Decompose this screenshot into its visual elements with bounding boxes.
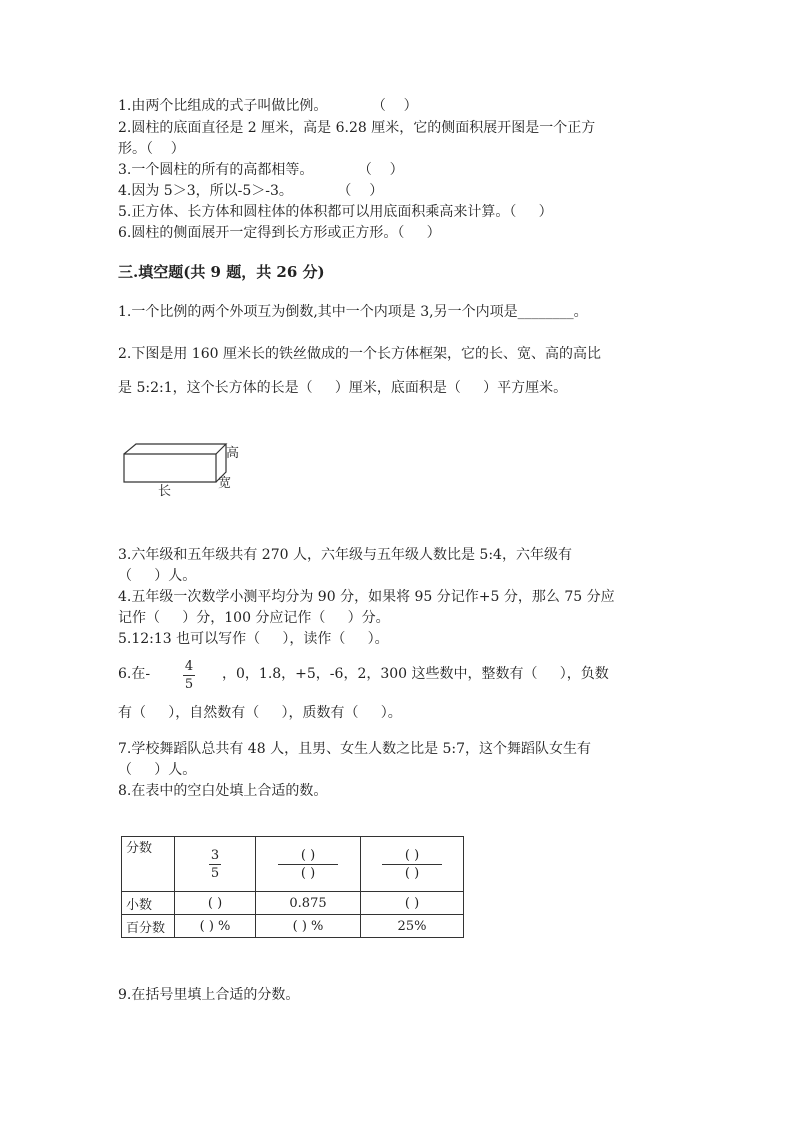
blank-denominator: ( ) [300,865,316,881]
cell-percent-3: 25% [361,915,464,938]
blank-numerator: ( ) [404,847,420,863]
fill-q6-fraction [183,658,195,693]
fill-q2-line2: 是 5:2:1，这个长方体的长是（ ）厘米，底面积是（ ）平方厘米。 [118,380,568,396]
judge-q2-line1: 2.圆柱的底面直径是 2 厘米，高是 6.28 厘米，它的侧面积展开图是一个正方 [118,120,596,136]
judge-q4: 4.因为 5＞3，所以-5＞-3。 （ ） [118,183,384,199]
fill-q8: 8.在表中的空白处填上合适的数。 [118,783,328,799]
section-title: 三.填空题(共 9 题，共 26 分) [118,263,325,281]
figure-label-wide: 宽 [218,476,232,491]
fill-q7-line1: 7.学校舞蹈队总共有 48 人，且男、女生人数之比是 5:7，这个舞蹈队女生有 [118,741,592,757]
fraction-denominator: 5 [184,677,194,692]
cell-decimal-2: 0.875 [256,892,361,915]
fraction-numerator: 3 [210,847,220,863]
judge-q1: 1.由两个比组成的式子叫做比例。 （ ） [118,98,418,114]
fraction-bar [183,675,195,676]
cell-decimal-3[interactable]: ( ) [361,892,464,915]
fraction-denominator: 5 [210,865,220,881]
row-label-percent: 百分数 [122,915,175,938]
figure-label-high: 高 [226,446,240,461]
fill-q6-prefix: 6.在- [118,666,151,682]
blank-denominator: ( ) [404,865,420,881]
judge-q6: 6.圆柱的侧面展开一定得到长方形或正方形。（ ） [118,225,441,241]
fraction-bar [209,864,221,865]
cuboid-figure [118,434,248,502]
fill-q9: 9.在括号里填上合适的分数。 [118,987,300,1003]
fill-q6-line2: 有（ ），自然数有（ ），质数有（ ）。 [118,705,402,721]
row-label-decimal: 小数 [122,892,175,915]
conversion-table [121,836,464,938]
table-row [122,837,464,892]
cell-fraction-2[interactable] [256,837,361,892]
fraction-bar [382,864,442,865]
fill-q6-rest: ，0，1.8，+5，-6，2，300 这些数中，整数有（ ），负数 [222,666,609,682]
cell-percent-1[interactable]: ( ) % [175,915,256,938]
cell-percent-2[interactable]: ( ) % [256,915,361,938]
blank-numerator: ( ) [300,847,316,863]
fill-q5: 5.12:13 也可以写作（ ），读作（ ）。 [118,631,389,647]
judge-q5: 5.正方体、长方体和圆柱体的体积都可以用底面积乘高来计算。（ ） [118,204,553,220]
cell-fraction-3[interactable] [361,837,464,892]
judge-q3: 3.一个圆柱的所有的高都相等。 （ ） [118,162,404,178]
fill-q4-line2: 记作（ ）分，100 分应记作（ ）分。 [118,610,390,626]
table-row [122,915,464,938]
fill-q3-line1: 3.六年级和五年级共有 270 人，六年级与五年级人数比是 5:4，六年级有 [118,547,572,563]
row-label-fraction: 分数 [122,837,175,892]
fill-q4-line1: 4.五年级一次数学小测平均分为 90 分，如果将 95 分记作+5 分，那么 75 分应 [118,589,615,605]
fill-q1: 1.一个比例的两个外项互为倒数,其中一个内项是 3,另一个内项是________。 [118,304,588,320]
cell-fraction-1 [175,837,256,892]
cell-decimal-1[interactable]: ( ) [175,892,256,915]
fill-q3-line2: （ ）人。 [118,568,197,584]
judge-q2-line2: 形。（ ） [118,141,185,157]
table-row [122,892,464,915]
fill-q2-line1: 2.下图是用 160 厘米长的铁丝做成的一个长方体框架，它的长、宽、高的高比 [118,346,601,362]
fraction-numerator: 4 [184,659,194,674]
fill-q7-line2: （ ）人。 [118,762,197,778]
figure-label-long: 长 [158,484,172,499]
fraction-bar [278,864,338,865]
